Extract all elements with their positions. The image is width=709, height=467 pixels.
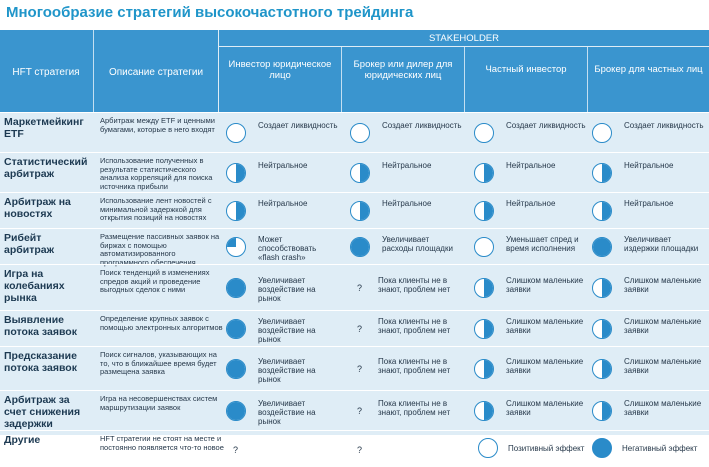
strategy-description: Размещение пассивных заявок на биржах с помощью автоматизированного программного обеспечения	[100, 232, 220, 267]
effect-empty-mark	[226, 123, 246, 143]
effect-label: Пока клиенты не в знают, проблем нет	[378, 357, 451, 375]
effect-label: Нейтральное	[506, 199, 556, 208]
effect-full-mark	[226, 278, 246, 298]
effect-empty-mark	[474, 237, 494, 257]
effect-label: Слишком маленькие заявки	[624, 399, 702, 417]
effect-label: Нейтральное	[382, 199, 432, 208]
strategy-description: Арбитраж между ETF и ценными бумагами, которые в него входят	[100, 116, 215, 134]
effect-label: Пока клиенты не в знают, проблем нет	[378, 399, 451, 417]
effect-full-mark	[226, 401, 246, 421]
effect-label: Создает ликвидность	[624, 121, 704, 130]
col-stakeholder-4-header: Брокер для частных лиц	[594, 64, 703, 75]
effect-half-mark	[474, 201, 494, 221]
effect-half-mark	[226, 163, 246, 183]
table-row	[0, 264, 709, 310]
table-row	[0, 228, 709, 267]
page-title: Многообразие стратегий высокочастотного трейдинга	[6, 4, 414, 21]
effect-full-mark	[226, 359, 246, 379]
unknown-effect-mark: ?	[357, 324, 363, 334]
table-row	[0, 310, 709, 346]
unknown-effect-mark: ?	[357, 364, 363, 374]
effect-quarter-mark	[226, 237, 246, 257]
stakeholder-label: STAKEHOLDER	[428, 33, 500, 44]
strategy-name: Рибейт арбитраж	[4, 232, 55, 256]
table-row	[0, 346, 709, 390]
unknown-effect-mark: ?	[357, 283, 363, 293]
strategy-name: Арбитраж за счет снижения задержки	[4, 394, 81, 430]
strategy-name: Игра на колебаниях рынка	[4, 268, 65, 304]
effect-label: Увеличивает воздействие на рынок	[258, 317, 316, 344]
effect-label: Создает ликвидность	[382, 121, 462, 130]
effect-label: Увеличивает расходы площадки	[382, 235, 453, 253]
strategy-description: Игра на несовершенствах систем маршрутизации заявок	[100, 394, 218, 412]
effect-label: Увеличивает воздействие на рынок	[258, 399, 316, 426]
strategy-description: Определение крупных заявок с помощью электронных алгоритмов	[100, 314, 223, 332]
strategy-description: Использование лент новостей с минимальной задержкой для открытия позиций на новостях	[100, 196, 212, 222]
col-stakeholder-2-header: Брокер или дилер для юридических лиц	[353, 58, 453, 81]
effect-label: Пока клиенты не в знают, проблем нет	[378, 276, 451, 294]
header-divider	[93, 30, 94, 112]
effect-label: Нейтральное	[624, 199, 674, 208]
strategy-description: HFT стратегии не стоят на месте и постоянно появляется что-то новое	[100, 434, 224, 452]
effect-label: Слишком маленькие заявки	[624, 276, 702, 294]
effect-label: Уменьшает спред и время исполнения	[506, 235, 579, 253]
legend-positive-mark	[478, 438, 498, 458]
strategy-name: Статистический арбитраж	[4, 156, 88, 180]
effect-label: Создает ликвидность	[258, 121, 338, 130]
effect-half-mark	[474, 163, 494, 183]
legend-negative-label: Негативный эффект	[622, 444, 698, 453]
effect-half-mark	[592, 319, 612, 339]
unknown-effect-mark: ?	[357, 406, 363, 416]
col-stakeholder-1-header: Инвестор юридическое лицо	[228, 58, 332, 81]
strategy-name: Арбитраж на новостях	[4, 196, 71, 220]
effect-label: Слишком маленькие заявки	[624, 357, 702, 375]
effect-label: Слишком маленькие заявки	[506, 317, 584, 335]
effect-half-mark	[350, 201, 370, 221]
effect-label: Увеличивает издержки площадки	[624, 235, 699, 253]
legend-positive-label: Позитивный эффект	[508, 444, 585, 453]
effect-half-mark	[226, 201, 246, 221]
effect-empty-mark	[474, 123, 494, 143]
effect-label: Слишком маленькие заявки	[506, 357, 584, 375]
effect-label: Нейтральное	[258, 161, 308, 170]
col-strategy-header: HFT стратегия	[12, 66, 80, 78]
table-row	[0, 192, 709, 228]
effect-full-mark	[226, 319, 246, 339]
strategy-name: Маркетмейкинг ETF	[4, 116, 84, 140]
effect-half-mark	[592, 278, 612, 298]
unknown-effect-mark: ?	[357, 445, 363, 455]
table-row	[0, 112, 709, 152]
strategy-name: Предсказание потока заявок	[4, 350, 77, 374]
effect-full-mark	[350, 237, 370, 257]
effect-label: Нейтральное	[382, 161, 432, 170]
effect-half-mark	[592, 359, 612, 379]
strategy-description: Поиск тенденций в изменениях спредов акций и проведение выгодных сделок с ними	[100, 268, 210, 294]
effect-half-mark	[592, 401, 612, 421]
table-row	[0, 152, 709, 192]
strategy-description: Поиск сигналов, указывающих на то, что в ближайшее время будет размещена заявка	[100, 350, 217, 376]
effect-half-mark	[474, 401, 494, 421]
unknown-effect-mark: ?	[233, 445, 239, 455]
effect-label: Увеличивает воздействие на рынок	[258, 276, 316, 303]
strategy-name: Выявление потока заявок	[4, 314, 77, 338]
effect-label: Создает ликвидность	[506, 121, 586, 130]
effect-label: Слишком маленькие заявки	[506, 276, 584, 294]
effect-full-mark	[592, 237, 612, 257]
effect-label: Нейтральное	[258, 199, 308, 208]
effect-half-mark	[350, 163, 370, 183]
effect-label: Может способствовать «flash crash»	[258, 235, 317, 262]
effect-half-mark	[474, 319, 494, 339]
effect-half-mark	[592, 201, 612, 221]
header-divider	[587, 47, 588, 112]
col-description-header: Описание стратегии	[108, 66, 204, 78]
header-divider	[341, 47, 342, 112]
table-row	[0, 390, 709, 430]
effect-empty-mark	[350, 123, 370, 143]
effect-half-mark	[592, 163, 612, 183]
effect-label: Нейтральное	[506, 161, 556, 170]
legend-negative-mark	[592, 438, 612, 458]
strategy-description: Использование полученных в результате статистического анализа корреляций для поиска источника прибыли	[100, 156, 213, 191]
effect-empty-mark	[592, 123, 612, 143]
effect-label: Увеличивает воздействие на рынок	[258, 357, 316, 384]
col-stakeholder-3-header: Частный инвестор	[485, 64, 567, 75]
effect-half-mark	[474, 359, 494, 379]
effect-label: Пока клиенты не в знают, проблем нет	[378, 317, 451, 335]
effect-label: Слишком маленькие заявки	[506, 399, 584, 417]
strategy-name: Другие	[4, 434, 41, 446]
header-divider	[464, 47, 465, 112]
effect-label: Нейтральное	[624, 161, 674, 170]
effect-label: Слишком маленькие заявки	[624, 317, 702, 335]
effect-half-mark	[474, 278, 494, 298]
